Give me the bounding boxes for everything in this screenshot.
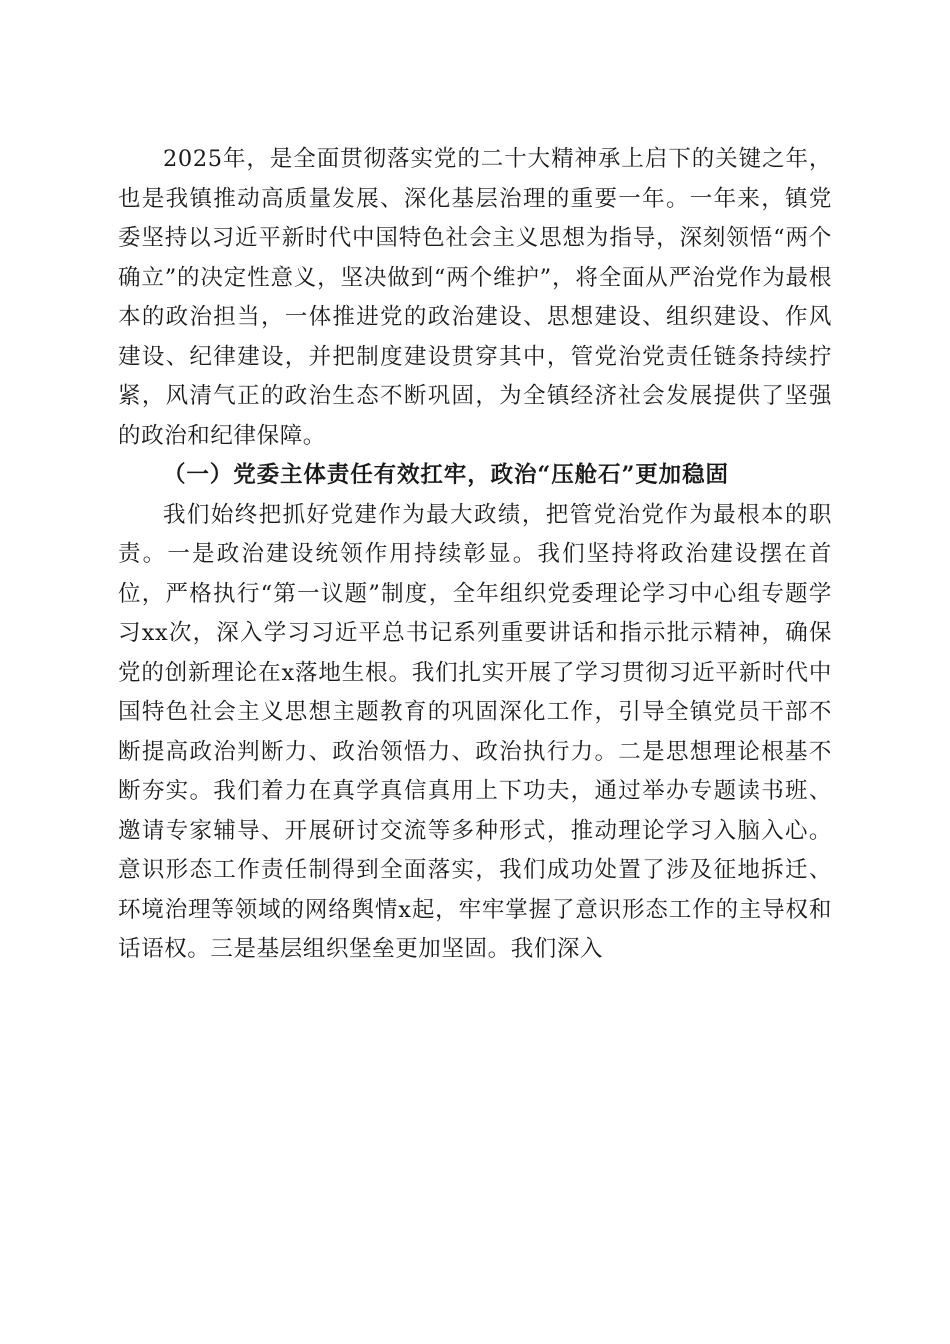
document-page [118, 140, 832, 970]
section-heading: （一）党委主体责任有效扛牢，政治“压舱石”更加稳固 [163, 462, 729, 488]
intro-paragraph: 2025年，是全面贯彻落实党的二十大精神承上启下的关键之年，也是我镇推动高质量发展、深化基层治理的重要一年。一年来，镇党委坚持以习近平新时代中国特色社会主义思想为指导，深刻领悟“两个确立”的决定性意义，坚决做到“两个维护”，将全面从严治党作为最根本的政治担当，一体推进党的政治建设、思想建设、组织建设、作风建设、纪律建设，并把制度建设贯穿其中，管党治党责任链条持续拧紧，风清气正的政治生态不断巩固，为全镇经济社会发展提供了坚强的政治和纪律保障。 [118, 146, 832, 449]
body-paragraph: 我们始终把抓好党建作为最大政绩，把管党治党作为最根本的职责。一是政治建设统领作用持续彰显。我们坚持将政治建设摆在首位，严格执行“第一议题”制度，全年组织党委理论学习中心组专题学习xx次，深入学习习近平总书记系列重要讲话和指示批示精神，确保党的创新理论在x落地生根。我们扎实开展了学习贯彻习近平新时代中国特色社会主义思想主题教育的巩固深化工作，引导全镇党员干部不断提高政治判断力、政治领悟力、政治执行力。二是思想理论根基不断夯实。我们着力在真学真信真用上下功夫，通过举办专题读书班、邀请专家辅导、开展研讨交流等多种形式，推动理论学习入脑入心。意识形态工作责任制得到全面落实，我们成功处置了涉及征地拆迁、环境治理等领域的网络舆情x起，牢牢掌握了意识形态工作的主导权和话语权。三是基层组织堡垒更加坚固。我们深入 [118, 501, 832, 962]
